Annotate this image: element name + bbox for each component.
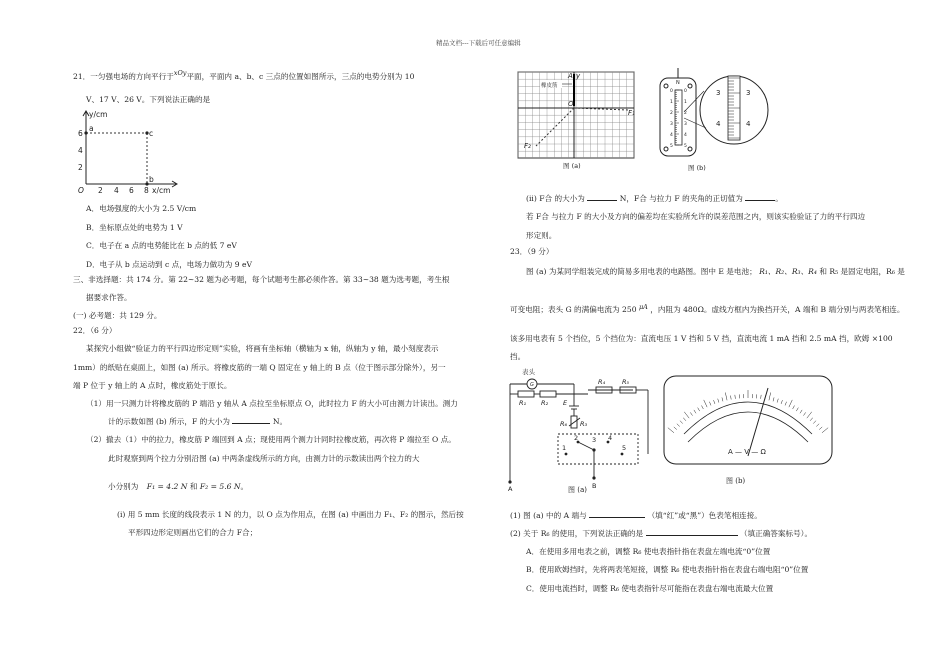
scale-num-left: 0 bbox=[670, 89, 673, 94]
q23-para1-b: 和 R₅ 是固定电阻，R₆ 是 bbox=[819, 267, 905, 276]
y-tick-4: 4 bbox=[78, 146, 83, 155]
r2 bbox=[540, 391, 556, 397]
q23-para4: 挡。 bbox=[510, 352, 526, 361]
q23-step2-text-b: （填正确答案标号）。 bbox=[739, 529, 813, 538]
q22-conclusion1: 若 F合 与拉力 F 的大小及方向的偏差均在实验所允许的误差范围之内，则该实验验证了力的平行四边 bbox=[526, 212, 866, 221]
y-label: y/cm bbox=[89, 110, 108, 119]
q22-para2: 1mm）的纸贴在桌面上，如图 (a) 所示。将橡皮筋的一端 Q 固定在 y 轴上的 B 点（位于图示部分除外），另一 bbox=[73, 363, 446, 372]
label-y: y bbox=[576, 72, 581, 80]
label-c: c bbox=[149, 129, 154, 138]
q23-step1-text: (1) 图 (a) 中的 A 端与 bbox=[510, 511, 587, 520]
zoom-num-3l: 3 bbox=[716, 89, 721, 97]
label-R3: R₃ bbox=[580, 420, 588, 428]
zoom-num-4r: 4 bbox=[746, 120, 751, 128]
q22-step2c-end: 。 bbox=[240, 482, 249, 491]
q23-para3: 该多用电表有 5 个挡位，5 个挡位为：直流电压 1 V 挡和 5 V 挡，直流电流 1 mA 挡和 2.5 mA 挡，欧姆 ×100 bbox=[510, 334, 893, 343]
r1 bbox=[518, 391, 534, 397]
scale-num-right: 5 bbox=[684, 144, 687, 149]
answer-blank[interactable] bbox=[232, 423, 270, 424]
zoom-num-3r: 3 bbox=[746, 89, 751, 97]
q21-option-b: B．坐标原点处的电势为 1 V bbox=[86, 223, 183, 232]
origin-label: O bbox=[78, 186, 84, 194]
scale-num-right: 0 bbox=[684, 89, 687, 94]
q23-para1-r: R₁、R₂、R₃、R₄ bbox=[759, 267, 817, 276]
fig-a-caption: 图 (a) bbox=[563, 162, 581, 170]
x-label: x/cm bbox=[152, 186, 171, 194]
contact-1 bbox=[565, 453, 568, 456]
fig-b-caption: 图 (b) bbox=[688, 164, 706, 172]
q22-step1a: （1）用一只测力计将橡皮筋的 P 端沿 y 轴从 A 点拉至坐标原点 O，此时拉力 F 的大小可由测力计读出。测力 bbox=[86, 399, 458, 408]
answer-blank-q23-2[interactable] bbox=[646, 535, 738, 536]
q22-para1: 某探究小组做“验证力的平行四边形定则”实验，将画有坐标轴（横轴为 x 轴，纵轴为 y 轴，最小刻度表示 bbox=[86, 344, 439, 353]
q21-plane: xOy bbox=[173, 69, 187, 77]
q21-text-b: 平面，平面内 a、b、c 三点的位置如图所示，三点的电势分别为 10 bbox=[186, 72, 415, 81]
label-5: 5 bbox=[622, 444, 627, 452]
answer-blank-ii-2[interactable] bbox=[745, 200, 775, 201]
label-3: 3 bbox=[592, 436, 597, 444]
force-and: 和 bbox=[189, 482, 198, 491]
label-b: b bbox=[149, 175, 154, 184]
label-A: A bbox=[568, 72, 573, 80]
label-F2: F₂ bbox=[524, 142, 531, 150]
page-header: 精品文档---下载后可任意编辑 bbox=[436, 39, 521, 47]
q22-step2b: 此时观察到两个拉力分别沿图 (a) 中两条虚线所示的方向，由测力计的示数读出两个拉力的大 bbox=[108, 454, 420, 463]
label-band: 橡皮筋 bbox=[541, 83, 558, 89]
q22-ii-text: (ii) F合 的大小为 bbox=[526, 194, 585, 203]
q23-option-b: B．使用欧姆挡时，先将两表笔短接，调整 R₆ 使电表指针指在表盘右端电阻“0”位置 bbox=[526, 565, 809, 574]
contact-5 bbox=[621, 453, 624, 456]
label-2: 2 bbox=[574, 434, 579, 442]
q23-option-a: A．在使用多用电表之前，调整 R₆ 使电表指针指在表盘左端电流“0”位置 bbox=[526, 547, 771, 556]
y-tick-6: 6 bbox=[78, 129, 83, 138]
q23-step2-text: (2) 关于 R₆ 的使用，下列说法正确的是 bbox=[510, 529, 644, 538]
answer-blank-q23-1[interactable] bbox=[589, 517, 645, 518]
x-tick-6: 6 bbox=[129, 186, 134, 194]
section3-line2: 据要求作答。 bbox=[86, 293, 132, 302]
q22-fig-b bbox=[648, 66, 778, 176]
q21-option-a: A．电场强度的大小为 2.5 V/cm bbox=[86, 204, 197, 213]
q22-para3: 端 P 位于 y 轴上的 A 点时，橡皮筋处于原长。 bbox=[73, 381, 232, 390]
q22-i-line2: 平形四边形定则画出它们的合力 F合； bbox=[128, 528, 258, 537]
label-R4: R₄ bbox=[598, 378, 606, 386]
q23-para1 bbox=[526, 268, 905, 276]
slot bbox=[675, 90, 682, 145]
q23-para2-b: ，内阻为 480Ω。虚线方框内为换挡开关，A 端和 B 端分别与两表笔相连。 bbox=[650, 305, 905, 314]
x-tick-8: 8 bbox=[144, 186, 149, 194]
q22-step1b-text: 计的示数如图 (b) 所示，F 的大小为 bbox=[108, 417, 231, 426]
q21-text-a: 21．一匀强电场的方向平行于 bbox=[73, 72, 174, 81]
q22-i-line1: (i) 用 5 mm 长度的线段表示 1 N 的力，以 O 点为作用点，在图 (a) 中画出力 F₁、F₂ 的图示，然后按 bbox=[117, 510, 464, 519]
q22-step2c bbox=[108, 483, 248, 491]
meter-caption: 图 (b) bbox=[726, 477, 746, 485]
label-G: G bbox=[530, 382, 534, 388]
q23-meter bbox=[662, 374, 834, 466]
q21-option-d: D．电子从 b 点运动到 c 点，电场力做功为 9 eV bbox=[86, 260, 252, 269]
q23-circuit bbox=[508, 364, 658, 494]
q23-para2-a: 可变电阻；表头 G 的满偏电流为 250 bbox=[510, 305, 637, 314]
terminal-B bbox=[592, 476, 595, 479]
label-a: a bbox=[89, 124, 94, 133]
scale-num-left: 4 bbox=[670, 133, 673, 138]
section3-line1: 三、非选择题：共 174 分。第 22~32 题为必考题，每个试题考生都必须作答。第 33~38 题为选考题，考生根 bbox=[73, 275, 450, 284]
y-tick-2: 2 bbox=[78, 163, 83, 172]
q23-step1-text-b: （填“红”或“黑”）色表笔相连接。 bbox=[647, 511, 762, 520]
point-a bbox=[84, 131, 87, 134]
contact-center bbox=[592, 448, 595, 451]
label-R1: R₁ bbox=[519, 399, 527, 407]
q21-figure bbox=[74, 108, 184, 194]
label-4: 4 bbox=[608, 434, 613, 442]
force-f2: F₂ = 5.6 N bbox=[199, 482, 241, 491]
label-N: N bbox=[676, 80, 680, 86]
q22-fig-a bbox=[516, 70, 638, 170]
q23-para2-unit: μA bbox=[638, 303, 648, 311]
q23-option-c: C．使用电流挡时，调整 R₆ 使电表指针尽可能指在表盘右端电流最大位置 bbox=[526, 584, 774, 593]
q22-conclusion2: 形定则。 bbox=[526, 231, 557, 240]
q22-step2c-text: 小分别为 bbox=[108, 482, 139, 491]
x-tick-2: 2 bbox=[98, 186, 103, 194]
q23-para2 bbox=[510, 304, 904, 314]
zoom-num-4l: 4 bbox=[716, 120, 721, 128]
scale-num-right: 4 bbox=[684, 133, 687, 138]
q23-para1-a: 图 (a) 为某同学组装完成的简易多用电表的电路图。图中 E 是电池； bbox=[526, 267, 757, 276]
label-E: E bbox=[563, 399, 568, 407]
q23-step1 bbox=[510, 512, 762, 520]
scale-num-right: 3 bbox=[684, 122, 687, 127]
q22-ii-text-b: N，F合 与拉力 F 的夹角的正切值为 bbox=[619, 194, 743, 203]
scale-num-left: 2 bbox=[670, 111, 673, 116]
q22-ii-line bbox=[526, 195, 783, 203]
meter-label: A — V — Ω bbox=[728, 448, 766, 456]
x-tick-4: 4 bbox=[114, 186, 119, 194]
label-F1: F₁ bbox=[628, 109, 635, 117]
circuit-caption: 图 (a) bbox=[568, 486, 587, 494]
q22-ii-text-c: 。 bbox=[775, 194, 783, 203]
label-A: A bbox=[508, 485, 513, 493]
section3-sub: (一) 必考题：共 129 分。 bbox=[73, 311, 162, 320]
q23-step2 bbox=[510, 530, 812, 538]
scale-num-left: 1 bbox=[670, 100, 673, 105]
label-1: 1 bbox=[562, 444, 567, 452]
q23-title: 23．（9 分） bbox=[510, 247, 554, 256]
q22-step1b bbox=[108, 418, 287, 426]
label-B: B bbox=[592, 482, 597, 490]
q21-line1 bbox=[73, 70, 414, 81]
force-f1: F₁ = 4.2 N bbox=[146, 482, 188, 491]
terminal-A bbox=[508, 480, 511, 483]
label-R5: R₅ bbox=[622, 378, 630, 386]
label-O: O bbox=[568, 100, 574, 108]
label-R2: R₂ bbox=[541, 399, 549, 407]
label-R6: R₆ bbox=[560, 420, 568, 428]
scale-num-left: 3 bbox=[670, 122, 673, 127]
label-meter-head: 表头 bbox=[522, 368, 535, 376]
q22-step1b-unit: N。 bbox=[272, 417, 288, 426]
q22-title: 22．（6 分） bbox=[73, 326, 117, 335]
q21-line2: V、17 V、26 V。下列说法正确的是 bbox=[86, 95, 211, 104]
scale-num-left: 5 bbox=[670, 144, 673, 149]
scale-num-right: 2 bbox=[684, 111, 687, 116]
q22-step2a: （2）撤去（1）中的拉力，橡皮筋 P 端回到 A 点；现使用两个测力计同时拉橡皮筋，再次将 P 端拉至 O 点。 bbox=[86, 435, 456, 444]
scale-num-right: 1 bbox=[684, 100, 687, 105]
answer-blank-ii-1[interactable] bbox=[587, 200, 617, 201]
q21-option-c: C．电子在 a 点的电势能比在 b 点的低 7 eV bbox=[86, 241, 237, 250]
